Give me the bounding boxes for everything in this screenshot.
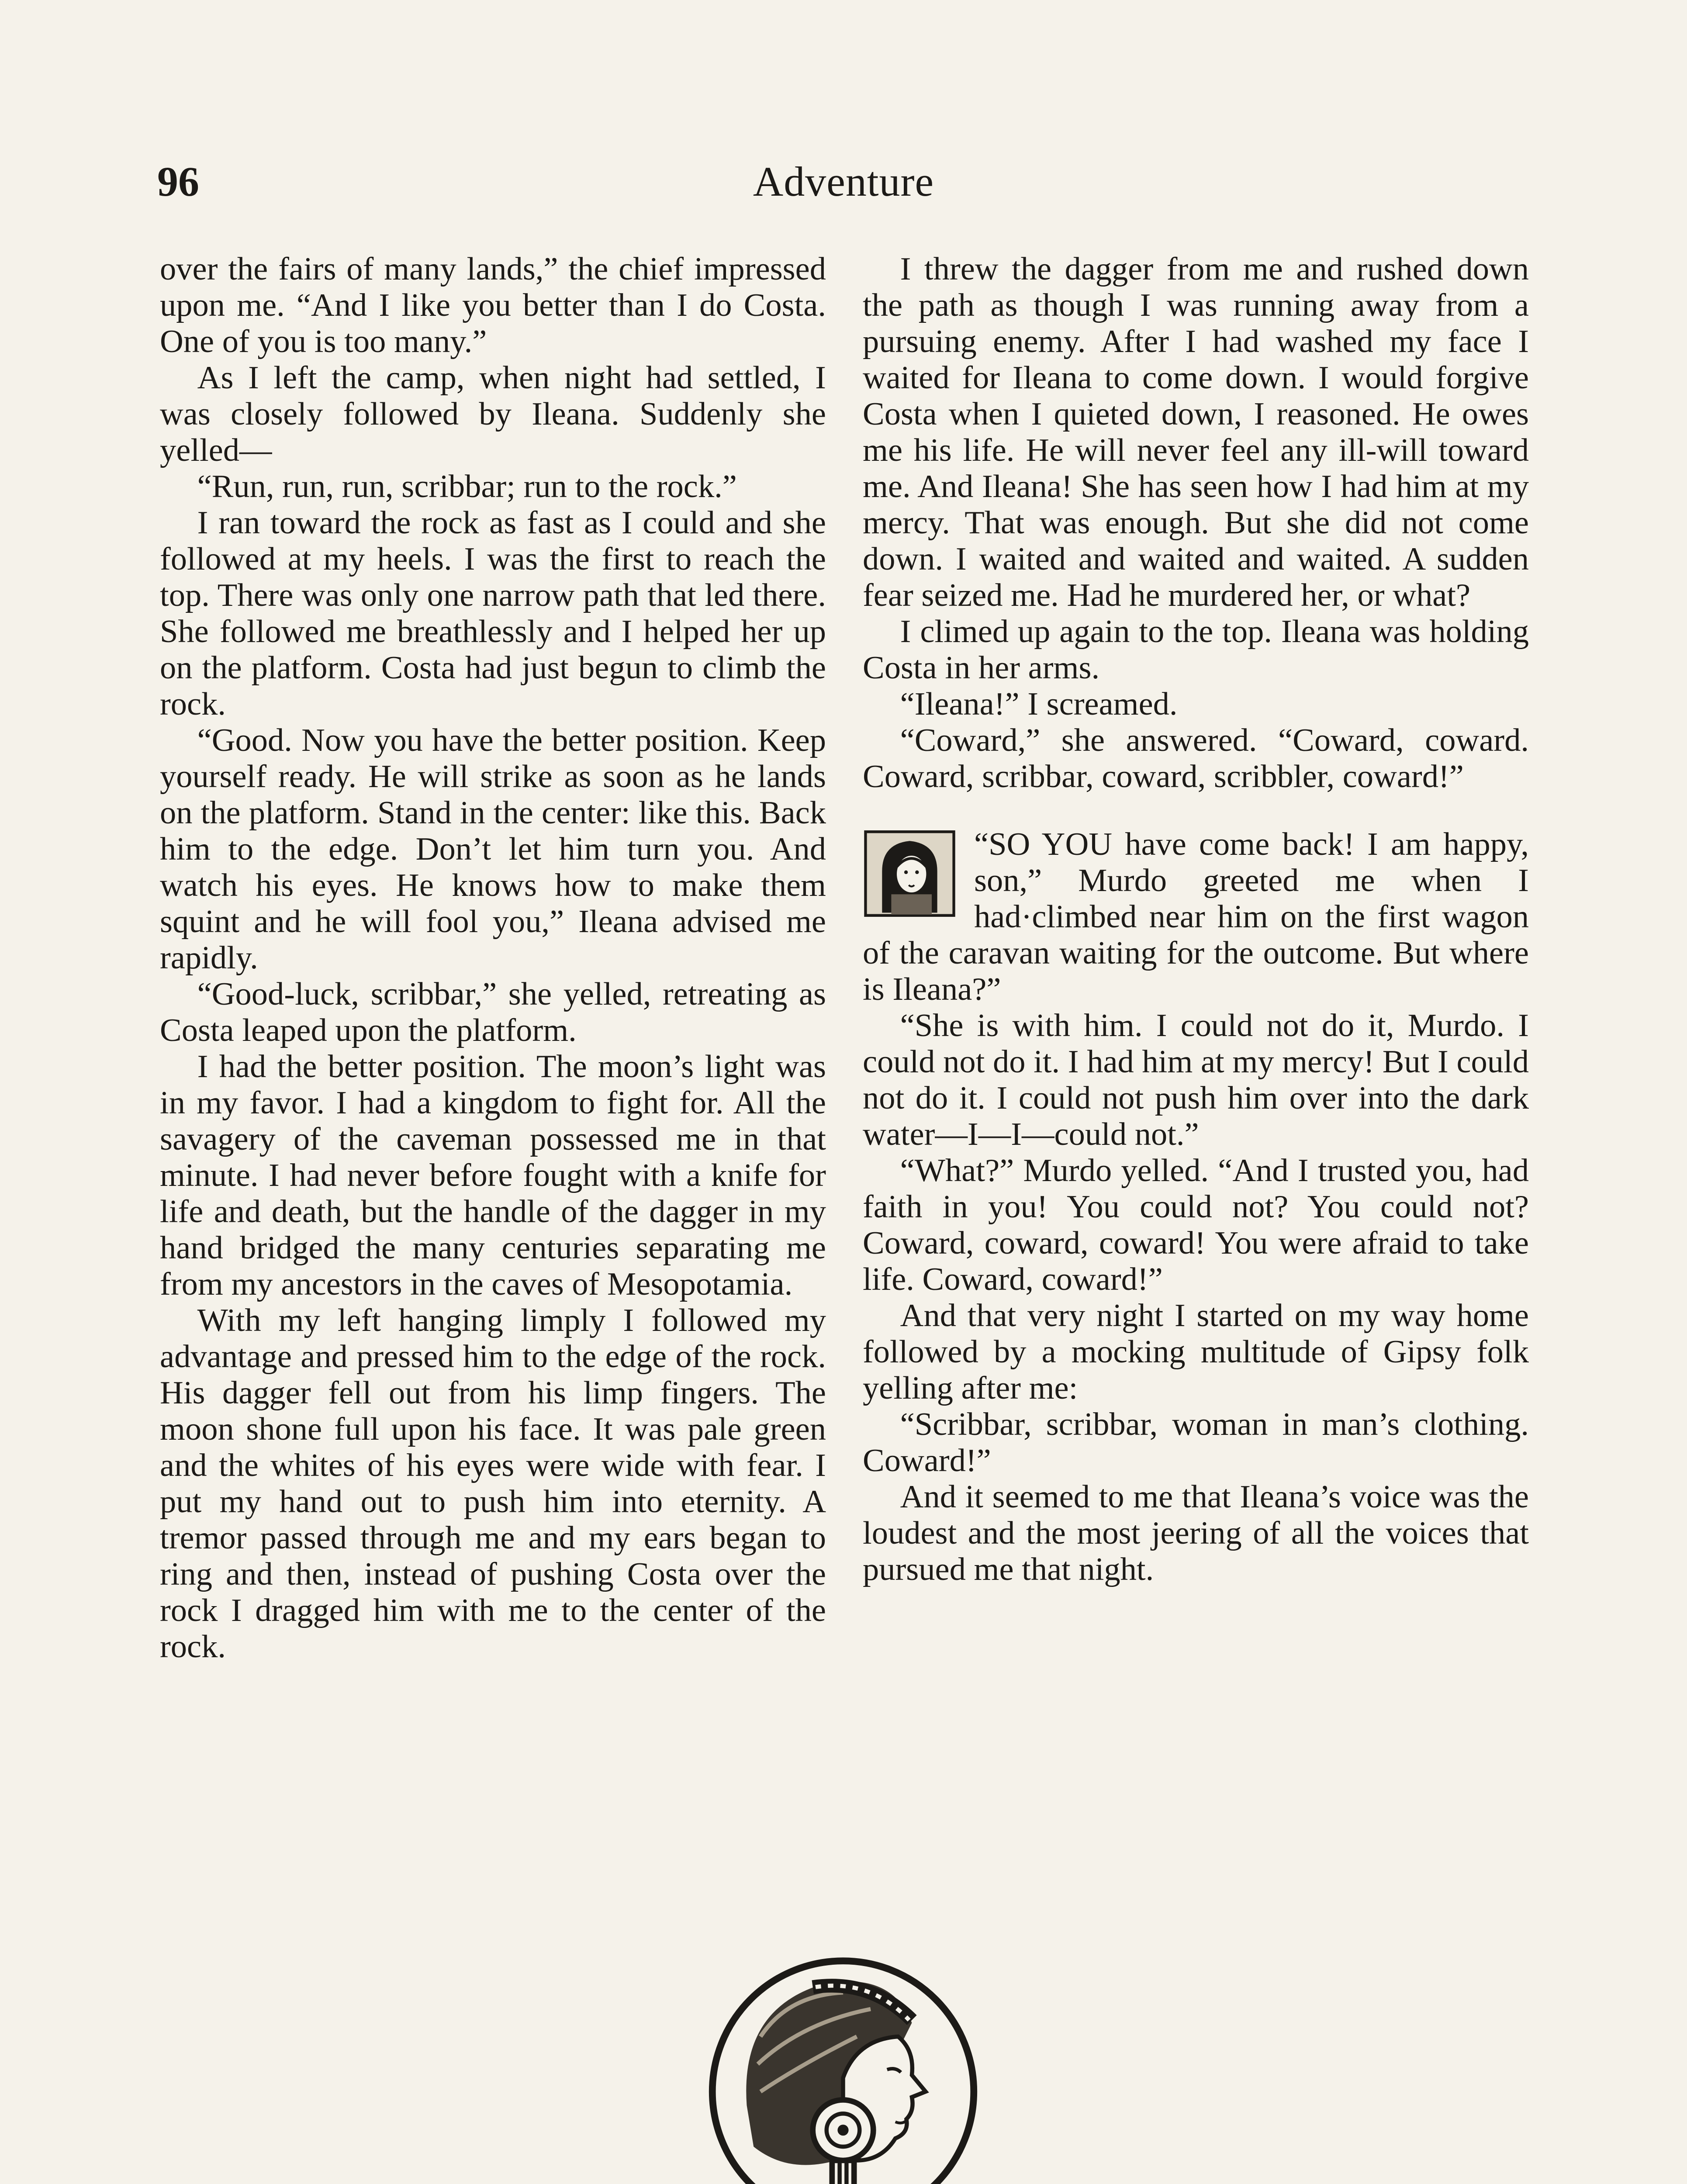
page-number: 96 <box>157 158 199 205</box>
paragraph: As I left the camp, when night had settled, I was closely followed by Ileana. Suddenly she yelled— <box>160 360 826 468</box>
section-break <box>863 795 1529 826</box>
paragraph: “Coward,” she answered. “Coward, coward. Coward, scribbar, coward, scribbler, coward!” <box>863 722 1529 795</box>
paragraph: I climed up again to the top. Ileana was holding Costa in her arms. <box>863 614 1529 686</box>
paragraph: And that very night I started on my way home followed by a mocking multitude of Gipsy folk yelling after me: <box>863 1298 1529 1406</box>
paragraph: And it seemed to me that Ileana’s voice was the loudest and the most jeering of all the voices that pursued me that night. <box>863 1479 1529 1587</box>
paragraph: “SO YOU have come back! I am happy, son,” Murdo greeted me when I had·climbed near him on the first wagon of the caravan waiting for the outcome. But where is Ileana?” <box>863 826 1529 1007</box>
page-header <box>157 157 1530 210</box>
woman-portrait-dropcap-icon <box>863 830 957 917</box>
right-column <box>863 251 1529 1588</box>
paragraph: over the fairs of many lands,” the chief impressed upon me. “And I like you better than I do Costa. One of you is too many.” <box>160 251 826 359</box>
paragraph: “Good-luck, scribbar,” she yelled, retreating as Costa leaped upon the platform. <box>160 976 826 1048</box>
paragraph: I threw the dagger from me and rushed down the path as though I was running away from a pursuing enemy. After I had washed my face I waited for Ileana to come down. I would forgive Costa when I quieted down, I reasoned. He owes me his life. He will never feel any ill-will toward me. And Ileana! She has seen how I had him at my mercy. That was enough. But she did not come down. I waited and waited and waited. A sudden fear seized me. Had he murdered her, or what? <box>863 251 1529 613</box>
left-column <box>160 251 826 1665</box>
paragraph: “Ileana!” I screamed. <box>900 686 1178 722</box>
paragraph: “Scribbar, scribbar, woman in man’s clothing. Coward!” <box>863 1406 1529 1479</box>
paragraph: “Good. Now you have the better position. Keep yourself ready. He will strike as soon as he lands on the platform. Stand in the center: like this. Back him to the edge. Don’t let him turn you. And watch his eyes. He knows how to make them squint and he will fool you,” Ileana advised me rapidly. <box>160 722 826 976</box>
paragraph: I ran toward the rock as fast as I could and she followed at my heels. I was the first to reach the top. There was only one narrow path that led there. She followed me breathlessly and I helped her up on the platform. Costa had just begun to climb the rock. <box>160 505 826 722</box>
gypsy-woman-profile-ornament-icon <box>705 1952 981 2184</box>
paragraph: “Run, run, run, scribbar; run to the rock.” <box>197 469 737 505</box>
paragraph: With my left hanging limply I followed my advantage and pressed him to the edge of the rock. His dagger fell out from his limp fingers. The moon shone full upon his face. It was pale green and the whites of his eyes were wide with fear. I put my hand out to push him into eternity. A tremor passed through me and my ears began to ring and then, instead of pushing Costa over the rock I dragged him with me to the center of the rock. <box>160 1303 826 1665</box>
paragraph: “What?” Murdo yelled. “And I trusted you, had faith in you! You could not? You could not? Coward, coward, coward! You were afraid to take life. Coward, coward!” <box>863 1153 1529 1297</box>
running-head: Adventure <box>753 158 934 205</box>
paragraph: I had the better position. The moon’s light was in my favor. I had a kingdom to fight for. All the savagery of the caveman possessed me in that minute. I had never before fought with a knife for life and death, but the handle of the dagger in my hand bridged the many centuries separating me from my ancestors in the caves of Mesopotamia. <box>160 1049 826 1302</box>
paragraph: “She is with him. I could not do it, Murdo. I could not do it. I had him at my mercy! But I could not do it. I could not push him over into the dark water—I—I—could not.” <box>863 1008 1529 1152</box>
